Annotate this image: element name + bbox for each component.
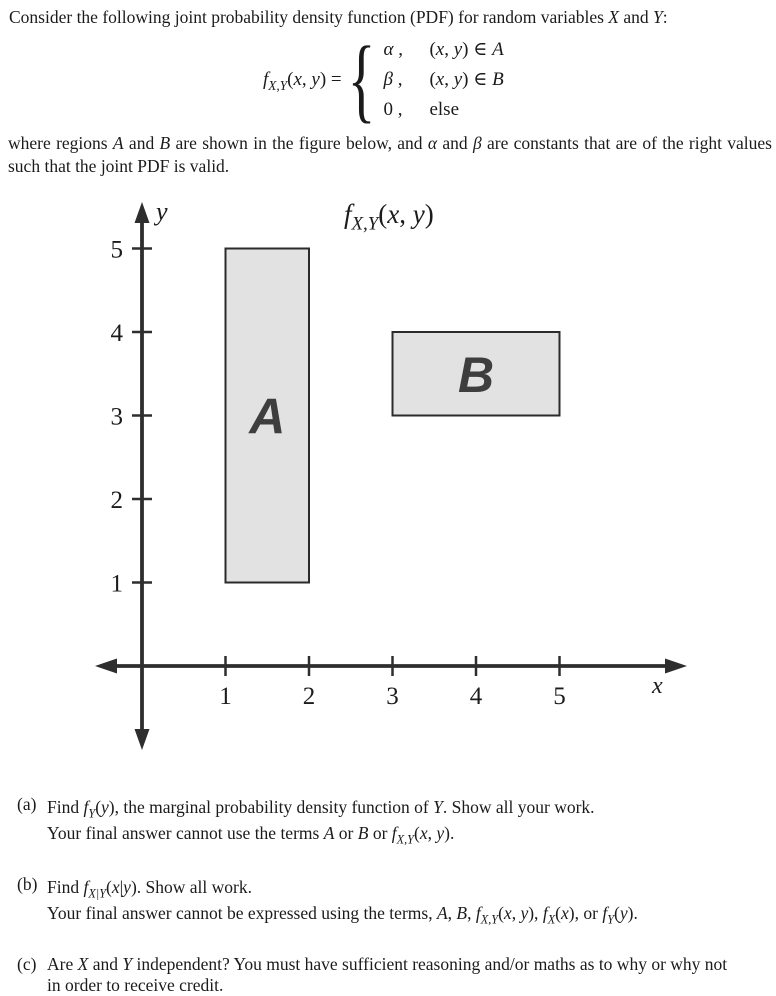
- question-a: [0, 794, 768, 846]
- text-run: ) =: [319, 69, 342, 90]
- x-axis-arrow-left-icon: [95, 659, 117, 674]
- text-run: (: [95, 797, 102, 817]
- text-run: :: [662, 7, 668, 27]
- question-b: [0, 874, 768, 926]
- cases-rows: [383, 40, 503, 120]
- text-run: (: [287, 69, 294, 90]
- text-run: ) ∈: [462, 69, 493, 90]
- y-tick-label: 1: [110, 570, 123, 598]
- question-a-line-2: [47, 820, 768, 846]
- text-run: ,: [393, 39, 403, 60]
- pdf-definition-equation: [263, 26, 504, 132]
- text-run: independent? You must have sufficient reasoning and/or maths as to why or why not: [132, 954, 728, 974]
- text-run: are constants that are of the right values such that the joint PDF is valid.: [8, 133, 772, 176]
- text-run: f: [83, 797, 89, 817]
- text-run: and: [88, 954, 123, 974]
- text-run: |: [119, 877, 124, 897]
- text-run: y: [101, 797, 109, 817]
- text-run: ,: [427, 823, 437, 843]
- text-run: α: [427, 133, 438, 153]
- case-row-alpha: [383, 40, 503, 60]
- text-run: Y: [122, 954, 133, 974]
- text-run: β: [472, 133, 482, 153]
- text-run: ) ∈: [462, 39, 493, 60]
- text-run: A: [436, 903, 448, 923]
- text-run: β: [383, 69, 393, 90]
- text-run: X,Y: [480, 912, 499, 927]
- text-run: X,Y: [351, 213, 379, 235]
- question-a-label: (a): [17, 794, 37, 814]
- text-run: else: [429, 99, 460, 120]
- y-tick-label: 3: [110, 403, 123, 431]
- text-run: B: [159, 133, 171, 153]
- text-run: f: [475, 903, 481, 923]
- text-run: Consider the following joint probability density function (PDF) for random variables: [9, 7, 609, 27]
- text-run: ,: [444, 39, 454, 60]
- text-run: ), or: [568, 903, 603, 923]
- y-axis-arrow-down-icon: [135, 729, 150, 750]
- x-axis-arrow-right-icon: [665, 659, 687, 674]
- text-run: f: [83, 877, 89, 897]
- text-run: Are: [47, 954, 78, 974]
- text-run: and: [123, 133, 160, 153]
- region-a-label: A: [249, 388, 286, 445]
- question-a-line-1: [47, 794, 768, 820]
- question-b-line-1: [47, 874, 768, 900]
- y-tick-label: 4: [110, 320, 123, 347]
- text-run: ,: [392, 69, 403, 90]
- text-run: ,: [511, 903, 521, 923]
- case-row-else: [383, 100, 503, 120]
- case-condition: [429, 40, 503, 60]
- text-run: f: [344, 199, 352, 229]
- text-run: ),: [528, 903, 543, 923]
- text-run: y: [619, 903, 628, 923]
- text-run: ,: [399, 199, 413, 229]
- x-tick-label: 5: [553, 683, 566, 710]
- text-run: X: [608, 7, 619, 27]
- question-c-line-1: [47, 954, 768, 975]
- text-run: X|Y: [88, 886, 107, 901]
- question-c-line-2: [47, 975, 768, 996]
- text-run: Y: [653, 7, 663, 27]
- text-run: (: [429, 39, 436, 60]
- case-row-beta: [383, 70, 503, 90]
- x-tick-label: 1: [219, 683, 232, 710]
- text-run: Your final answer cannot use the terms: [47, 823, 324, 843]
- text-run: Y: [607, 912, 615, 927]
- text-run: x: [387, 199, 400, 229]
- x-axis-label: x: [652, 673, 663, 699]
- text-run: are shown in the figure below, and: [170, 133, 428, 153]
- text-run: f: [602, 903, 608, 923]
- case-condition: [429, 70, 503, 90]
- text-run: ,: [467, 903, 476, 923]
- text-run: y: [520, 903, 529, 923]
- x-tick-label: 3: [386, 683, 399, 710]
- y-tick-label: 2: [110, 487, 123, 514]
- text-run: in order to receive credit.: [47, 975, 224, 995]
- text-run: ), the marginal probability density function of: [108, 797, 434, 817]
- y-tick-label: 5: [110, 236, 123, 264]
- text-run: X,Y: [268, 77, 288, 93]
- text-run: Your final answer cannot be expressed using the terms,: [47, 903, 437, 923]
- text-run: y: [412, 199, 425, 229]
- region-b-label: B: [457, 346, 495, 403]
- text-run: or: [368, 823, 392, 843]
- question-b-label: (b): [17, 874, 38, 894]
- question-c-label: (c): [17, 954, 37, 974]
- text-run: x: [435, 69, 445, 90]
- text-run: Find: [47, 877, 84, 897]
- text-run: Y: [433, 797, 443, 817]
- text-run: (: [414, 823, 420, 843]
- text-run: A: [112, 133, 124, 153]
- text-run: (: [429, 69, 436, 90]
- text-run: (: [555, 903, 561, 923]
- text-run: (: [498, 903, 504, 923]
- text-run: f: [263, 69, 269, 90]
- text-run: Y: [88, 806, 96, 821]
- text-run: α: [383, 39, 394, 60]
- case-value: [383, 70, 429, 90]
- case-value: [383, 100, 429, 120]
- y-axis-arrow-up-icon: [135, 202, 150, 223]
- text-run: and: [437, 133, 473, 153]
- text-run: ): [424, 199, 434, 229]
- text-run: y: [311, 69, 320, 90]
- text-run: y: [436, 823, 445, 843]
- text-run: . Show all your work.: [442, 797, 595, 817]
- text-run: y: [453, 69, 463, 90]
- text-run: A: [323, 823, 335, 843]
- y-axis-label: y: [156, 197, 168, 226]
- intro-paragraph: [9, 7, 668, 28]
- text-run: where regions: [8, 133, 113, 153]
- text-run: and: [618, 7, 654, 27]
- text-run: x: [503, 903, 512, 923]
- text-run: ).: [627, 903, 638, 923]
- text-run: or: [334, 823, 358, 843]
- case-condition: [429, 100, 503, 120]
- text-run: f: [391, 823, 397, 843]
- text-run: (: [614, 903, 620, 923]
- text-run: X,Y: [396, 832, 414, 847]
- text-run: 0 ,: [383, 99, 403, 120]
- text-run: y: [123, 877, 131, 897]
- text-run: (: [378, 199, 388, 229]
- figure-title: [344, 199, 434, 235]
- text-run: x: [419, 823, 428, 843]
- question-b-line-2: [47, 900, 768, 926]
- case-value: [383, 40, 429, 60]
- text-run: X: [77, 954, 89, 974]
- text-run: x: [293, 69, 302, 90]
- cases-brace: {: [347, 26, 376, 132]
- text-run: x: [435, 39, 445, 60]
- text-run: ,: [444, 69, 454, 90]
- description-paragraph: [8, 132, 772, 178]
- text-run: B: [357, 823, 369, 843]
- text-run: x: [561, 903, 569, 923]
- text-run: ).: [444, 823, 455, 843]
- text-run: B: [456, 903, 468, 923]
- text-run: A: [492, 39, 504, 60]
- text-run: ,: [301, 69, 312, 90]
- x-tick-label: 2: [302, 683, 316, 710]
- text-run: ,: [447, 903, 457, 923]
- text-run: (: [106, 877, 112, 897]
- text-run: x: [111, 877, 120, 897]
- text-run: B: [492, 69, 504, 90]
- text-run: Find: [47, 797, 84, 817]
- text-run: f: [542, 903, 548, 923]
- equation-lhs: [263, 69, 342, 91]
- text-run: y: [453, 39, 463, 60]
- question-c: [0, 954, 768, 996]
- text-run: ). Show all work.: [130, 877, 252, 897]
- text-run: X: [547, 912, 556, 927]
- x-tick-label: 4: [469, 683, 483, 710]
